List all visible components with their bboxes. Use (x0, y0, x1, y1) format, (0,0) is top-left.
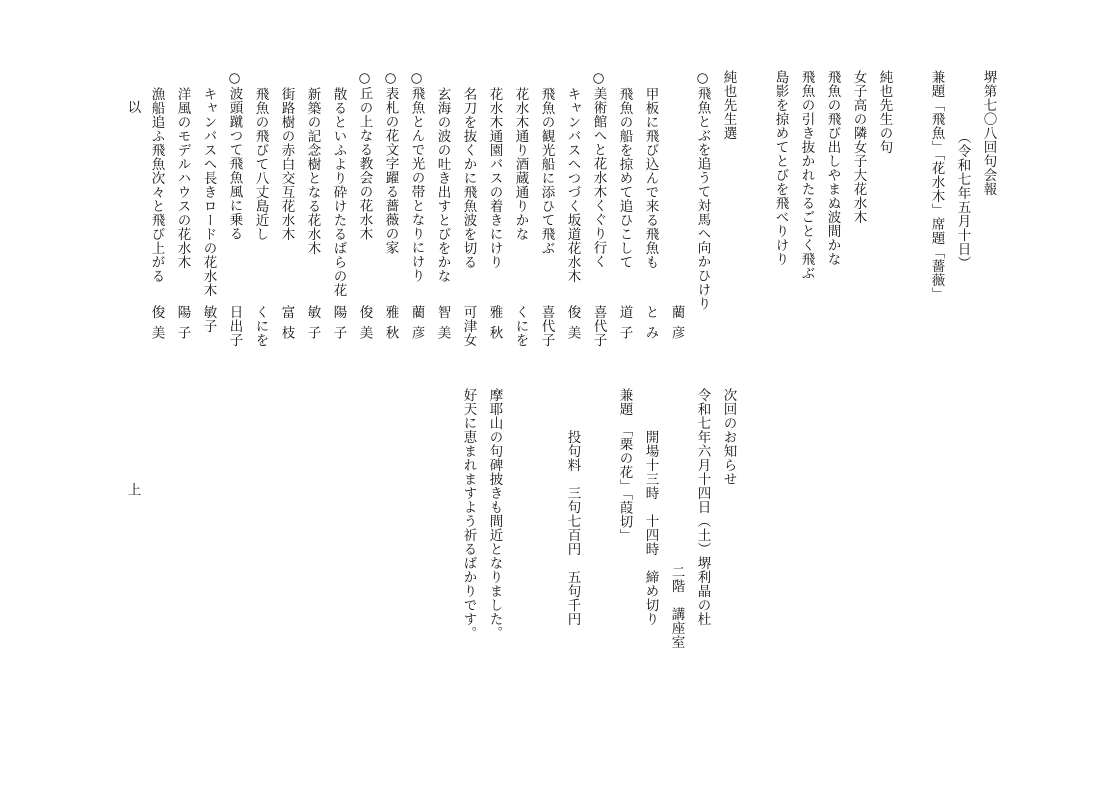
selection-author: くにを (252, 305, 269, 347)
teacher-haiku: 島影を掠めてとびを飛べりけり (772, 70, 789, 266)
teacher-haiku: 女子高の隣女子大花水木 (850, 70, 867, 224)
notice-topics: 兼題 「栗の花」「葭切」 (616, 388, 633, 543)
selection-author: 智美 (434, 305, 451, 346)
selection-haiku: 名刀を抜くかに飛魚波を切る (460, 87, 477, 269)
selection-author: 俊美 (148, 305, 165, 346)
selection-author: 日出子 (226, 305, 243, 347)
selection-author: 俊美 (356, 305, 373, 346)
selection-haiku: 飛魚の観光船に添ひて飛ぶ (538, 87, 555, 255)
selection-author: 敏子 (200, 305, 217, 333)
selection-author: 俊美 (564, 305, 581, 346)
selection-haiku: 花水木通り酒蔵通りかな (512, 87, 529, 241)
notice-heading: 次回のお知らせ (720, 388, 737, 486)
selection-haiku: ○丘の上なる教会の花水木 (356, 70, 373, 241)
selection-haiku: ○飛魚とぶを追うて対馬へ向かひけり (694, 70, 711, 311)
selection-author: 陽子 (174, 305, 191, 346)
selection-author: 可津女 (460, 305, 477, 347)
selection-author: 喜代子 (538, 305, 555, 347)
selection-haiku: ○美術館へと花水木くぐり行く (590, 70, 607, 269)
selection-author: 藺彦 (668, 305, 685, 346)
selection-haiku: ○表札の花文字躍る薔薇の家 (382, 70, 399, 255)
notice-message: 好天に恵まれますよう祈るばかりです。 (460, 388, 477, 640)
selection-author: 喜代子 (590, 305, 607, 347)
report-topics: 兼題「飛魚」「花水木」席題「薔薇」 (928, 70, 945, 302)
selection-heading: 純也先生選 (720, 70, 737, 140)
teacher-heading: 純也先生の句 (876, 70, 893, 154)
notice-date-place: 令和七年六月十四日（土）堺利晶の杜 (694, 388, 711, 626)
selection-author: くにを (512, 305, 529, 347)
report-title: 堺第七〇八回句会報 (980, 70, 997, 196)
notice-message: 摩耶山の句碑披きも間近となりました。 (486, 388, 503, 640)
selection-author: とみ (642, 305, 659, 346)
selection-haiku: キャンバスへつづく坂道花水木 (564, 87, 581, 283)
selection-haiku: 散るといふより砕けたるばらの花 (330, 87, 347, 297)
selection-haiku: 花水木通園バスの着きにけり (486, 87, 503, 269)
selection-author: 陽子 (330, 305, 347, 346)
notice-fee: 投句料 三句七百円 五句千円 (564, 430, 581, 626)
selection-haiku: 飛魚の船を掠めて追ひこして (616, 87, 633, 269)
selection-haiku: キャンバスへ長きロードの花水木 (200, 87, 217, 297)
selection-haiku: 甲板に飛び込んで来る飛魚も (642, 87, 659, 269)
selection-author: 藺彦 (408, 305, 425, 346)
selection-author: 雅秋 (382, 305, 399, 346)
selection-author: 敏子 (304, 305, 321, 346)
selection-haiku: 街路樹の赤白交互花水木 (278, 87, 295, 241)
teacher-haiku: 飛魚の飛び出しやまぬ波間かな (824, 70, 841, 266)
selection-haiku: 漁船追ふ飛魚次々と飛び上がる (148, 87, 165, 283)
selection-haiku: 洋風のモデルハウスの花水木 (174, 87, 191, 269)
selection-haiku: 玄海の波の吐き出すとびをかな (434, 87, 451, 283)
selection-haiku: ○波頭蹴つて飛魚風に乗る (226, 70, 243, 241)
report-date: （令和七年五月十日） (954, 130, 971, 270)
notice-time: 開場十三時 十四時 締め切り (642, 430, 659, 626)
selection-author: 道子 (616, 305, 633, 346)
closing: 以 上 (124, 100, 141, 610)
selection-haiku: 飛魚の飛びて八丈島近し (252, 87, 269, 241)
selection-haiku: 新築の記念樹となる花水木 (304, 87, 321, 255)
notice-room: 二階 講座室 (668, 565, 685, 649)
selection-author: 雅秋 (486, 305, 503, 346)
selection-author: 富枝 (278, 305, 295, 346)
selection-haiku: ○飛魚とんで光の帯となりにけり (408, 70, 425, 283)
teacher-haiku: 飛魚の引き抜かれたるごとく飛ぶ (798, 70, 815, 280)
